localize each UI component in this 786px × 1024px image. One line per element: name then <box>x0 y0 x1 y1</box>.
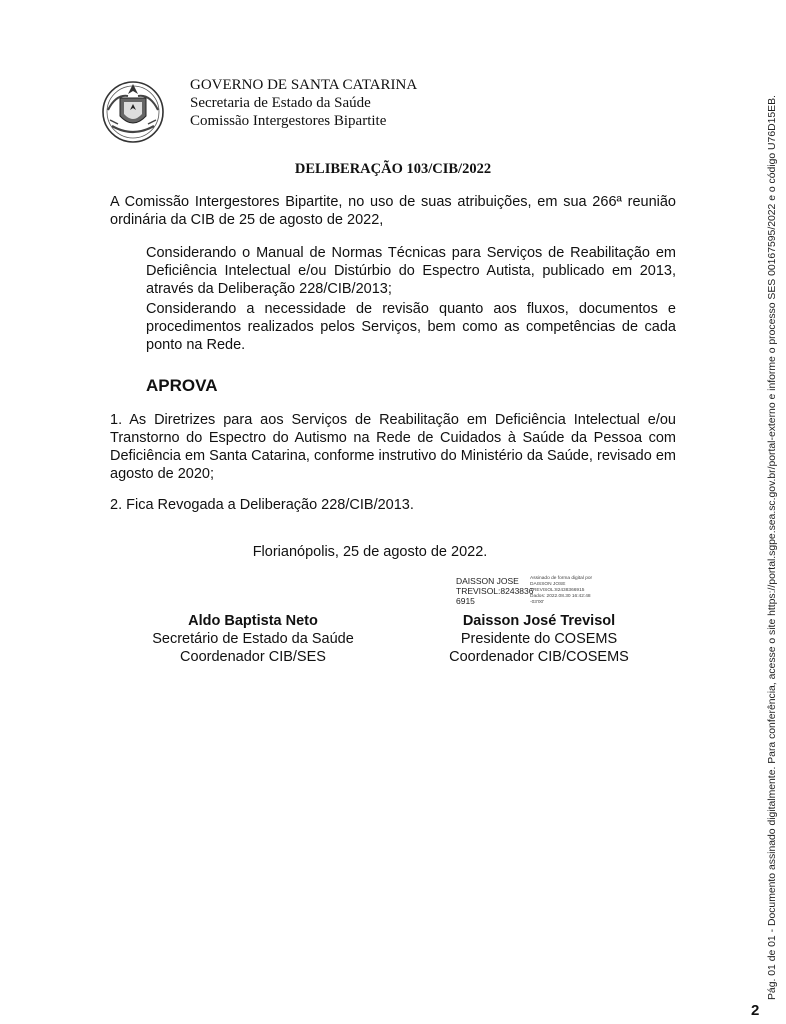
resolution-item-1: 1. As Diretrizes para aos Serviços de Reabilitação em Deficiência Intelectual e/ou Transtorno do Espectro do Autismo na Rede de Cuidados à Saúde da Pessoa com Deficiência em Santa Catarina, conforme instrutivo do Ministério da Saúde, revisado em agosto de 2020; <box>110 412 676 482</box>
digital-signature-stamp <box>452 576 612 610</box>
header-government: GOVERNO DE SANTA CATARINA <box>190 77 418 93</box>
deliberation-title: DELIBERAÇÃO 103/CIB/2022 <box>294 161 492 177</box>
signatory-right <box>409 612 669 666</box>
signatory-role: Presidente do COSEMS <box>460 631 618 647</box>
consideration-1: Considerando o Manual de Normas Técnicas para Serviços de Reabilitação em Deficiência Intelectual e/ou Distúrbio do Espectro Autista, publicado em 2013, através da Deliberação 228/CIB/2013; <box>146 245 676 297</box>
digital-signature-name: DAISSON JOSE TREVISOL:8243836 6915 <box>456 576 534 606</box>
signatory-left <box>123 612 383 666</box>
digital-signature-details: Assinado de forma digital por DAISSON JOSE TREVISOL:82438366915 Dados: 2022.08.30 16:42:48 -03'00' <box>530 576 593 605</box>
intro-paragraph: A Comissão Intergestores Bipartite, no uso de suas atribuições, em sua 266ª reunião ordinária da CIB de 25 de agosto de 2022, <box>110 194 676 228</box>
place-date: Florianópolis, 25 de agosto de 2022. <box>252 544 488 560</box>
signatory-title: Coordenador CIB/COSEMS <box>449 649 629 665</box>
verification-side-note: Pág. 01 de 01 - Documento assinado digitalmente. Para conferência, acesse o site https://portal.sgpe.sea.sc.gov.br/portal-externo e informe o processo SES 00167595/2022 e o código U76D15EB. <box>767 95 778 1000</box>
approves-heading: APROVA <box>146 376 218 395</box>
signatory-name: Aldo Baptista Neto <box>188 613 318 629</box>
signatory-name: Daisson José Trevisol <box>462 613 616 629</box>
page-number: 2 <box>751 1002 760 1019</box>
signatory-title: Coordenador CIB/SES <box>180 649 326 665</box>
consideration-2: Considerando a necessidade de revisão quanto aos fluxos, documentos e procedimentos realizados pelos Serviços, bem como as competências de cada ponto na Rede. <box>146 301 676 353</box>
signatory-role: Secretário de Estado da Saúde <box>152 631 354 647</box>
header-commission: Comissão Intergestores Bipartite <box>190 113 387 129</box>
header-secretariat: Secretaria de Estado da Saúde <box>190 95 371 111</box>
resolution-item-2: 2. Fica Revogada a Deliberação 228/CIB/2013. <box>110 497 414 513</box>
coat-of-arms-icon <box>98 76 168 146</box>
